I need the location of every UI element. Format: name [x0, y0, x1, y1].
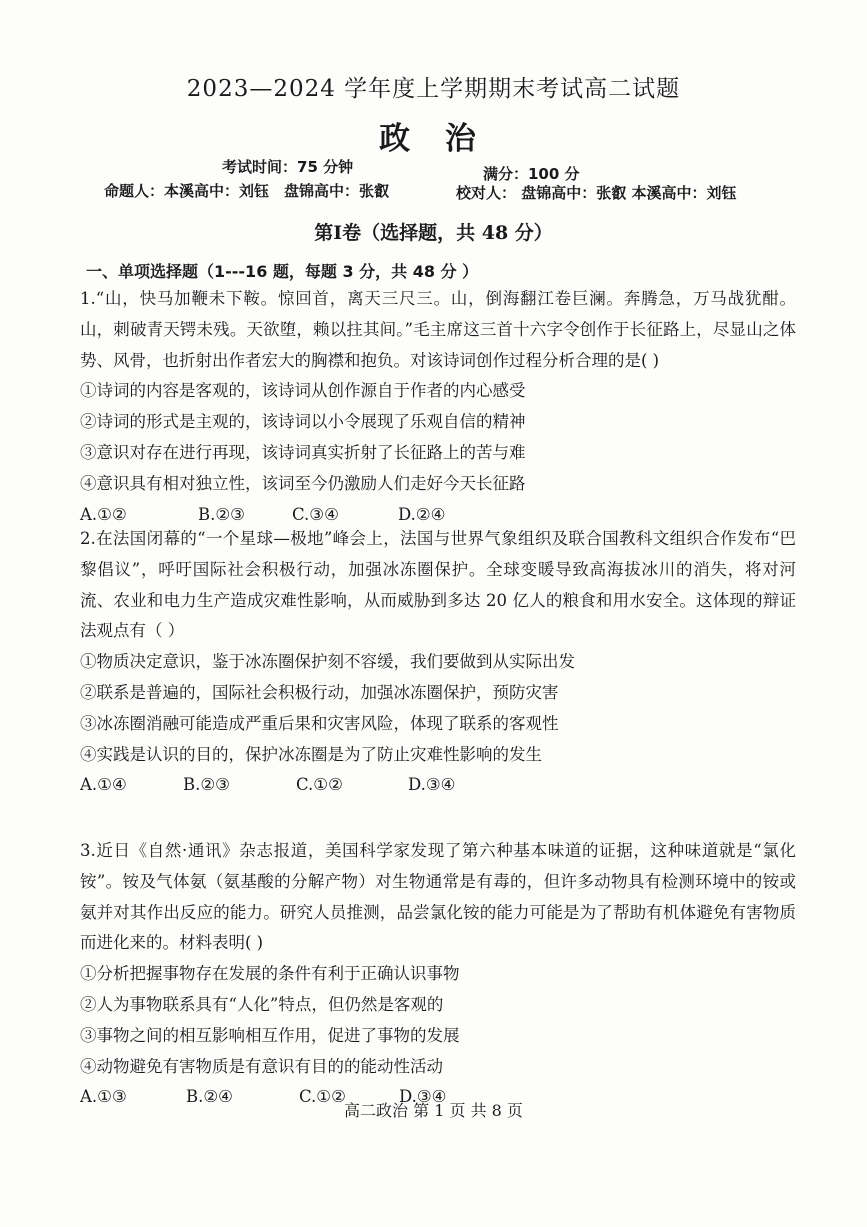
option-a: A.①② — [80, 504, 127, 524]
reviewers-line: 校对人： 盘锦高中：张叡 本溪高中：刘钰 — [456, 184, 737, 202]
option-b: B.②④ — [186, 1087, 233, 1107]
option-d: D.③④ — [399, 1087, 447, 1107]
question-3 — [80, 836, 796, 1113]
statement-2: ②人为事物联系具有“人化”特点，但仍然是客观的 — [80, 994, 444, 1014]
answer-options — [80, 770, 796, 801]
statement-3: ③冰冻圈消融可能造成严重后果和灾害风险，体现了联系的客观性 — [80, 713, 559, 733]
option-d: D.③④ — [408, 775, 456, 795]
statement-4: ④实践是认识的目的，保护冰冻圈是为了防止灾难性影响的发生 — [80, 744, 542, 764]
statement-3: ③意识对存在进行再现，该诗词真实折射了长征路上的苦与难 — [80, 442, 526, 462]
statement-3: ③事物之间的相互影响相互作用，促进了事物的发展 — [80, 1025, 460, 1045]
option-d: D.②④ — [398, 504, 446, 524]
statement-1: ①诗词的内容是客观的，该诗词从创作源自于作者的内心感受 — [80, 381, 526, 401]
exam-title: 2023—2024 学年度上学期期末考试高二试题 — [186, 76, 681, 102]
statement-1: ①分析把握事物存在发展的条件有利于正确认识事物 — [80, 964, 460, 984]
statement-4: ④动物避免有害物质是有意识有目的的能动性活动 — [80, 1056, 443, 1076]
question-stem: 3.近日《自然·通讯》杂志报道，美国科学家发现了第六种基本味道的证据，这种味道就是“氯化铵”。铵及气体氨（氨基酸的分解产物）对生物通常是有毒的，但许多动物具有检测环境中的铵或氨并对其作出反应的能力。研究人员推测，品尝氯化铵的能力可能是为了帮助有机体避免有害物质而进化来的。材料表明( ) — [80, 841, 796, 953]
question-stem: 2.在法国闭幕的“一个星球—极地”峰会上，法国与世界气象组织及联合国教科文组织合作发布“巴黎倡议”，呼吁国际社会积极行动，加强冰冻圈保护。全球变暖导致高海拔冰川的消失，将对河流、农业和电力生产造成灾难性影响，从而威胁到多达 20 亿人的粮食和用水安全。这体现的辩证法观点有（ ） — [80, 529, 796, 641]
question-1 — [80, 284, 796, 530]
statement-1: ①物质决定意识，鉴于冰冻圈保护刻不容缓，我们要做到从实际出发 — [80, 652, 575, 672]
question-stem: 1.“山，快马加鞭未下鞍。惊回首，离天三尺三。山，倒海翻江卷巨澜。奔腾急，万马战犹酣。山，刺破青天锷未残。天欲堕，赖以拄其间。”毛主席这三首十六字令创作于长征路上，尽显山之体势、风骨，也折射出作者宏大的胸襟和抱负。对该诗词创作过程分析合理的是( ) — [80, 289, 796, 370]
option-c: C.①② — [299, 1087, 346, 1107]
subject-title: 政 治 — [379, 121, 488, 157]
statement-4: ④意识具有相对独立性，该词至今仍激励人们走好今天长征路 — [80, 473, 526, 493]
option-c: C.③④ — [292, 504, 339, 524]
exam-time: 考试时间：75 分钟 — [222, 158, 354, 176]
statement-2: ②联系是普遍的，国际社会积极行动，加强冰冻圈保护，预防灾害 — [80, 682, 559, 702]
page-footer: 高二政治 第 1 页 共 8 页 — [344, 1101, 523, 1120]
option-b: B.②③ — [183, 775, 230, 795]
full-score: 满分：100 分 — [483, 165, 580, 183]
question-2 — [80, 524, 796, 801]
option-b: B.②③ — [198, 504, 245, 524]
section-title: 第Ⅰ卷（选择题，共 48 分） — [314, 222, 553, 244]
option-a: A.①③ — [80, 1087, 127, 1107]
authors-line: 命题人：本溪高中：刘钰 盘锦高中：张叡 — [104, 182, 390, 200]
part-heading: 一、单项选择题（1---16 题，每题 3 分，共 48 分 ） — [86, 262, 479, 281]
statement-2: ②诗词的形式是主观的，该诗词以小令展现了乐观自信的精神 — [80, 412, 526, 432]
option-a: A.①④ — [80, 775, 127, 795]
option-c: C.①② — [296, 775, 343, 795]
